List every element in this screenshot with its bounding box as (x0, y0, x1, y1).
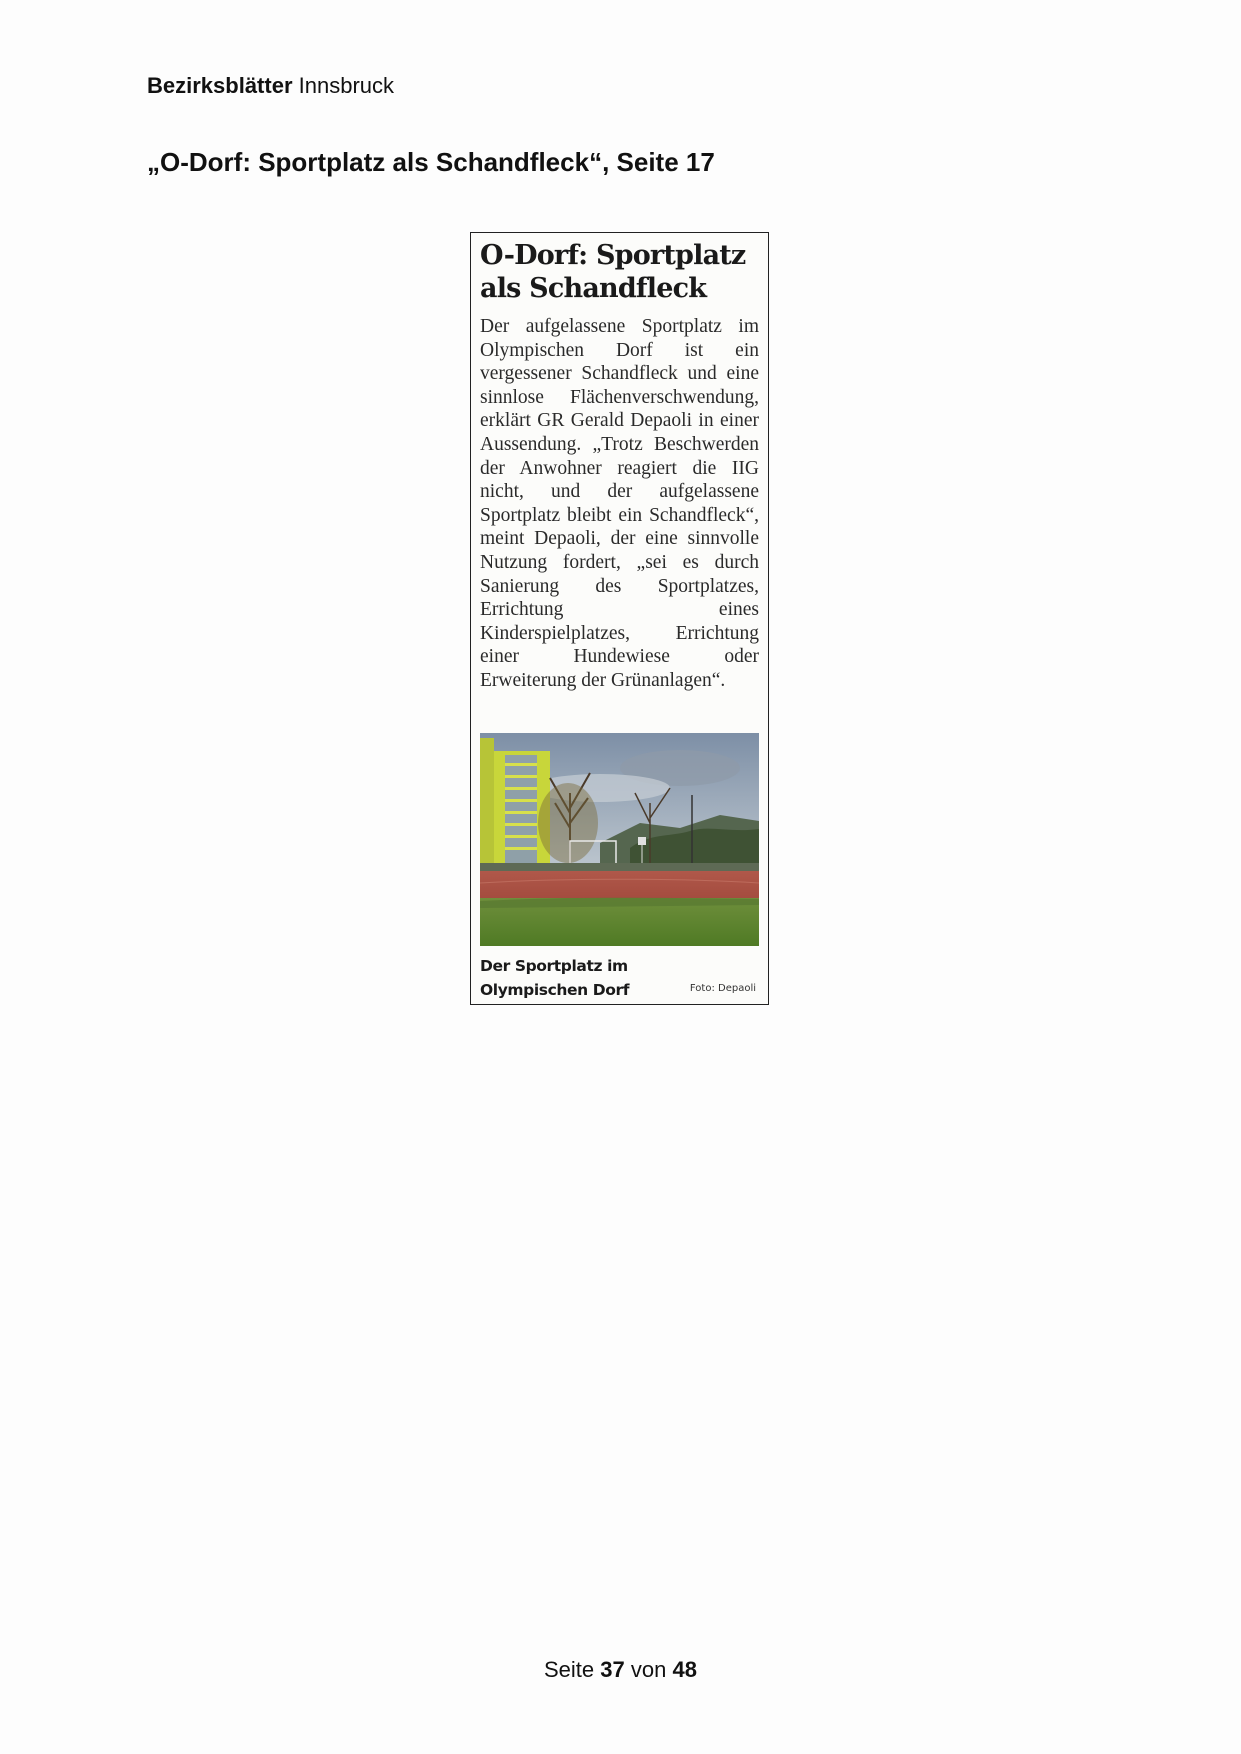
photo-illustration (480, 733, 759, 946)
total-pages-number: 48 (672, 1657, 697, 1682)
current-page-number: 37 (600, 1657, 625, 1682)
page-prefix: Seite (544, 1657, 595, 1682)
publication-title: Bezirksblätter (147, 73, 293, 98)
photo-caption: Der Sportplatz im Olympischen Dorf (480, 957, 630, 999)
sports-field-photo (480, 733, 759, 946)
clipping-body-text: Der aufgelassene Sportplatz im Olympischen Dorf ist ein vergessener Schandfleck und eine sinnlose Flächenverschwendung, erklärt GR Gerald Depaoli in einer Aussendung. „Trotz Beschwerden der Anwohner reagiert die IIG nicht, und der aufgelassene Sportplatz bleibt ein Schandfleck“, meint Depaoli, der eine sinnvolle Nutzung fordert, „sei es durch Sanierung des Sportplatzes, Errichtung eines Kinderspielplatzes, Errichtung einer Hundewiese oder Erweiterung der Grünanlagen“. (480, 316, 759, 691)
page-number-footer (0, 1657, 1241, 1683)
publication-name (147, 73, 394, 99)
article-reference-title: „O-Dorf: Sportplatz als Schandfleck“, Seite 17 (147, 147, 715, 177)
newspaper-clipping (470, 232, 769, 1005)
publication-region: Innsbruck (298, 73, 395, 98)
clipping-headline: O-Dorf: Sportplatz als Schandfleck (480, 240, 746, 304)
page-separator: von (630, 1657, 667, 1682)
photo-credit: Foto: Depaoli (689, 983, 756, 994)
